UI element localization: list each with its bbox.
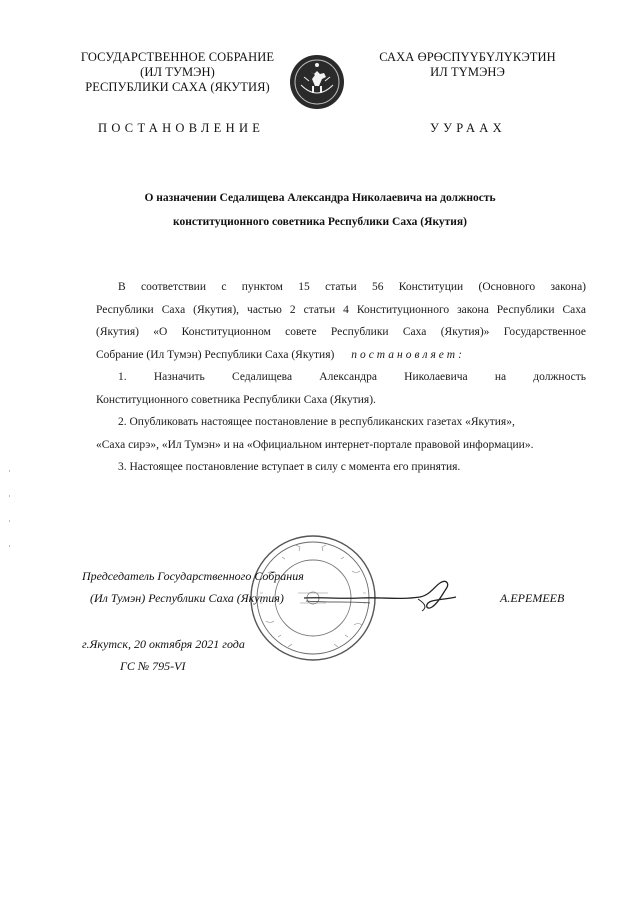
handwritten-signature	[300, 573, 460, 618]
title-line-2: конституционного советника Республики Саха (Якутия)	[173, 216, 467, 228]
p1-line-1: В соответствии с пунктом 15 статьи 56 Конституции (Основного закона)	[118, 281, 586, 293]
scan-artifact	[9, 520, 10, 522]
signatory-role-line-1: Председатель Государственного Собрания	[82, 569, 304, 583]
header-right	[360, 50, 575, 80]
p3-line-2: «Саха сирэ», «Ил Тумэн» и на «Официальном интернет-портале правовой информации».	[96, 438, 534, 451]
title-line-1: О назначении Седалищева Александра Николаевича на должность	[144, 192, 496, 204]
p1-verb: постановляет:	[351, 348, 465, 361]
header-left-line-2: (ИЛ ТУМЭН)	[140, 65, 215, 79]
coat-of-arms-icon	[288, 53, 346, 111]
p3-line-1: 2. Опубликовать настоящее постановление в республиканских газетах «Якутия»,	[118, 416, 515, 428]
document-title	[0, 186, 640, 234]
header-left	[70, 50, 285, 95]
p4-line-1: 3. Настоящее постановление вступает в силу с момента его принятия.	[118, 461, 461, 473]
document-body	[96, 276, 586, 479]
header-right-line-1: САХА ӨРӨСПҮҮБҮЛҮКЭТИН	[379, 50, 556, 64]
p1-line-4	[96, 344, 586, 367]
doc-kind-sakha: УУРААХ	[430, 121, 506, 135]
place-date: г.Якутск, 20 октября 2021 года	[82, 637, 245, 651]
signatory-role	[82, 568, 304, 606]
header-left-line-1: ГОСУДАРСТВЕННОЕ СОБРАНИЕ	[80, 50, 275, 64]
document-number: ГС № 795-VI	[120, 659, 186, 673]
p2-line-2: Конституционного советника Республики Саха (Якутия).	[96, 393, 376, 406]
signatory-role-line-2: (Ил Тумэн) Республики Саха (Якутия)	[90, 591, 284, 605]
p1-line-2: Республики Саха (Якутия), частью 2 статьи 4 Конституционного закона Республики Саха	[96, 303, 586, 316]
signatory-name: А.ЕРЕМЕЕВ	[500, 591, 565, 605]
p2-line-1: 1. Назначить Седалищева Александра Николаевича на должность	[118, 371, 586, 383]
header-left-line-3: РЕСПУБЛИКИ САХА (ЯКУТИЯ)	[85, 80, 270, 94]
p1-line-3: (Якутия) «О Конституционном совете Республики Саха (Якутия)» Государственное	[96, 326, 586, 338]
doc-kind-ru: ПОСТАНОВЛЕНИЕ	[98, 121, 265, 135]
p1-line-4-text: Собрание (Ил Тумэн) Республики Саха (Якутия)	[96, 348, 335, 361]
header-right-line-2: ИЛ ТҮМЭНЭ	[430, 65, 505, 79]
scan-artifact	[9, 495, 10, 497]
scan-artifact	[9, 545, 10, 547]
scan-artifact	[9, 470, 10, 472]
